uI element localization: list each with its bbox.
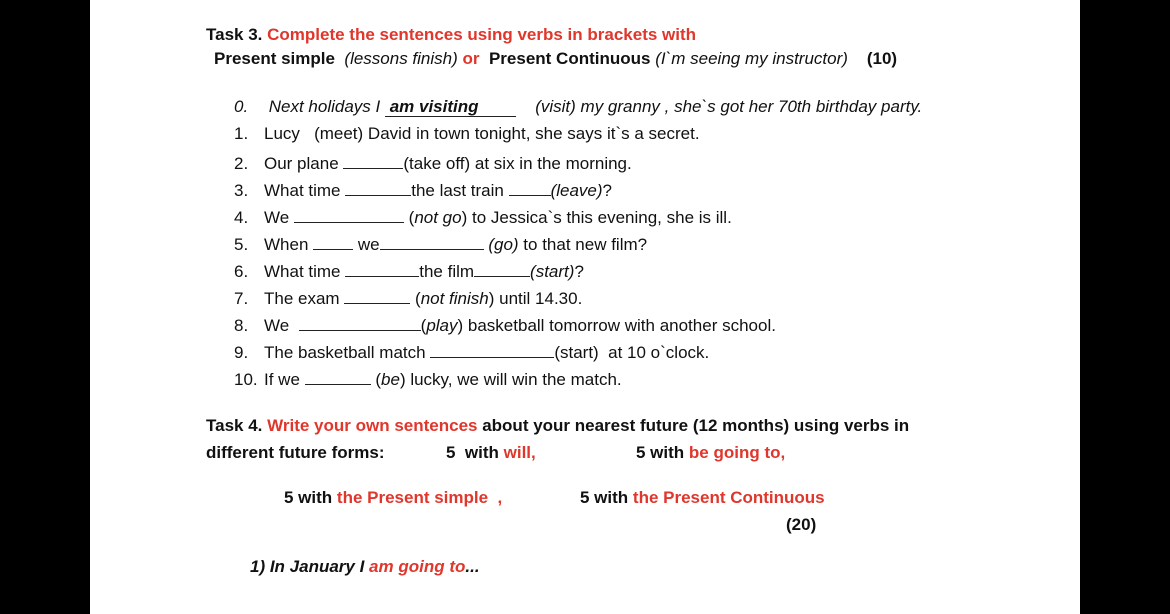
sentence-text: the film xyxy=(419,262,475,281)
answer-blank[interactable] xyxy=(430,342,554,358)
form-will xyxy=(446,442,536,464)
five-with-label: 5 with xyxy=(284,488,337,507)
sentence-text: ? xyxy=(574,262,584,281)
task3-heading xyxy=(206,24,696,46)
list-item xyxy=(234,207,732,229)
sentence-text: ( xyxy=(420,316,427,335)
sample-pre: 1) In January I xyxy=(250,557,370,576)
list-number: 3. xyxy=(234,181,249,200)
sentence-text: ) until 14.30. xyxy=(488,289,583,308)
task4-line2-text: different future forms: xyxy=(206,443,385,462)
sentence-text: Lucy (meet) David in town tonight, she says it`s a secret. xyxy=(264,124,700,143)
list-item xyxy=(234,342,709,364)
sentence-text: Our plane xyxy=(264,154,344,173)
sentence-text: ? xyxy=(602,181,613,200)
list-number: 1. xyxy=(234,124,249,143)
sentence-text: ) lucky, we will win the match. xyxy=(399,370,622,389)
sentence-text: The basketball match xyxy=(264,343,431,362)
sentence-text: We xyxy=(264,208,294,227)
present-simple-form-label: the Present simple , xyxy=(336,488,503,507)
sentence-text: we xyxy=(353,235,380,254)
sentence-text: (take off) at six in the morning. xyxy=(403,154,632,173)
list-number: 8. xyxy=(234,316,249,335)
list-number: 0. xyxy=(234,97,249,116)
task4-instruction-red: Write your own sentences xyxy=(267,416,478,435)
answer-blank[interactable] xyxy=(344,288,410,304)
sentence-text: ( xyxy=(410,289,421,308)
task3-instruction: Complete the sentences using verbs in brackets with xyxy=(267,25,697,44)
verb-hint: not finish xyxy=(420,289,489,308)
list-item xyxy=(234,123,700,145)
answer-blank[interactable] xyxy=(509,180,551,196)
verb-hint: (start) xyxy=(530,262,575,281)
sentence-text: the last train xyxy=(411,181,509,200)
sample-sentence xyxy=(250,556,480,578)
list-number: 10. xyxy=(234,370,258,389)
sentence-text: to that new film? xyxy=(518,235,648,254)
sentence-text: ) to Jessica`s this evening, she is ill. xyxy=(461,208,732,227)
sample-red: am going to xyxy=(369,557,466,576)
example-post: (visit) my granny , she`s got her 70th birthday party. xyxy=(535,97,923,116)
verb-hint: not go xyxy=(414,208,462,227)
answer-blank[interactable] xyxy=(294,207,404,223)
list-item xyxy=(234,180,612,202)
sentence-text: What time xyxy=(264,262,346,281)
sentence-text: (start) at 10 o`clock. xyxy=(554,343,710,362)
example-sentence xyxy=(234,96,922,118)
present-continuous-example: (I`m seeing my instructor) xyxy=(655,49,848,68)
sentence-text: ( xyxy=(370,370,382,389)
verb-hint: (go) xyxy=(483,235,519,254)
verb-hint: be xyxy=(381,370,400,389)
task3-points: (10) xyxy=(866,49,898,68)
list-number: 2. xyxy=(234,154,249,173)
sample-post: ... xyxy=(465,557,480,576)
present-simple-label: Present simple xyxy=(214,49,335,68)
present-continuous-label: Present Continuous xyxy=(488,49,651,68)
answer-blank[interactable] xyxy=(343,153,403,169)
present-simple-example: (lessons finish) xyxy=(344,49,458,68)
list-item xyxy=(234,369,622,391)
list-number: 6. xyxy=(234,262,249,281)
going-to-label: be going to, xyxy=(688,443,786,462)
five-with-label: 5 with xyxy=(446,443,504,462)
five-with-label: 5 with xyxy=(580,488,633,507)
answer-blank[interactable] xyxy=(474,261,530,277)
sentence-text: What time xyxy=(264,181,346,200)
list-item xyxy=(234,234,647,256)
task3-label: Task 3. xyxy=(206,25,263,44)
example-answer: am visiting xyxy=(389,97,479,116)
form-going-to xyxy=(636,442,785,464)
list-number: 9. xyxy=(234,343,249,362)
will-label: will, xyxy=(503,443,536,462)
task4-heading xyxy=(206,415,909,437)
worksheet-page xyxy=(90,0,1080,614)
or-word: or xyxy=(462,49,480,68)
task4-line2 xyxy=(206,442,385,464)
answer-blank[interactable] xyxy=(305,369,371,385)
answer-blank[interactable] xyxy=(345,261,419,277)
sentence-text: If we xyxy=(264,370,305,389)
task4-label: Task 4. xyxy=(206,416,263,435)
form-present-continuous xyxy=(580,487,825,509)
verb-hint: (leave) xyxy=(550,181,603,200)
list-item xyxy=(234,288,582,310)
answer-blank[interactable] xyxy=(380,234,484,250)
list-number: 4. xyxy=(234,208,249,227)
list-item xyxy=(234,315,776,337)
sentence-text: ( xyxy=(408,208,415,227)
five-with-label: 5 with xyxy=(636,443,689,462)
list-number: 5. xyxy=(234,235,249,254)
present-continuous-form-label: the Present Continuous xyxy=(632,488,825,507)
form-present-simple xyxy=(284,487,502,509)
sentence-text: We xyxy=(264,316,294,335)
verb-hint: play xyxy=(426,316,458,335)
answer-blank[interactable] xyxy=(299,315,421,331)
sentence-text: The exam xyxy=(264,289,345,308)
sentence-text: When xyxy=(264,235,314,254)
list-item xyxy=(234,153,632,175)
answer-blank[interactable] xyxy=(345,180,411,196)
task3-subheading xyxy=(214,48,897,70)
example-pre: Next holidays I xyxy=(268,97,381,116)
task4-instruction: about your nearest future (12 months) using verbs in xyxy=(477,416,910,435)
answer-blank[interactable] xyxy=(313,234,353,250)
list-item xyxy=(234,261,584,283)
sentence-text: ) basketball tomorrow with another school. xyxy=(457,316,776,335)
list-number: 7. xyxy=(234,289,249,308)
task4-points-text: (20) xyxy=(786,515,817,534)
task4-points xyxy=(786,514,816,536)
